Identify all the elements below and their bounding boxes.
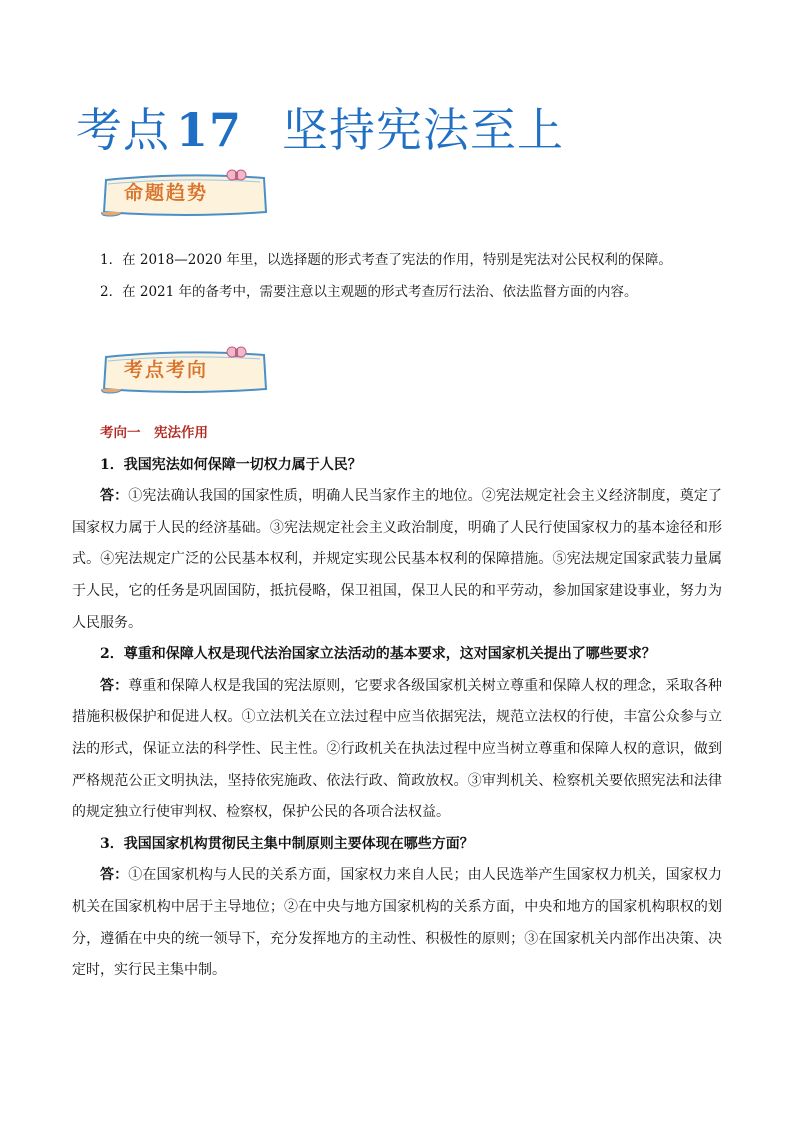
direction-banner-label: 考点考向 <box>124 359 209 381</box>
title-prefix: 考点 <box>76 103 170 157</box>
page-title <box>76 102 564 158</box>
trend-banner-label: 命题趋势 <box>124 182 209 204</box>
answer-text: ①宪法确认我国的国家性质，明确人民当家作主的地位。②宪法规定社会主义经济制度，奠定了国家权力属于人民的经济基础。③宪法规定社会主义政治制度，明确了人民行使国家权力的基本途径和形式。④宪法规定广泛的公民基本权利，并规定实现公民基本权利的保障措施。⑤宪法规定国家武装力量属于人民，它的任务是巩固国防，抵抗侵略，保卫祖国，保卫人民的和平劳动，参加国家建设事业，努力为人民服务。 <box>72 488 722 631</box>
title-main: 坚持宪法至上 <box>282 103 565 157</box>
title-number: 17 <box>176 103 243 157</box>
answer-3 <box>72 860 722 986</box>
answer-lead: 答： <box>100 488 129 505</box>
answer-lead: 答： <box>100 677 129 694</box>
answer-lead: 答： <box>100 867 129 884</box>
direction-subhead: 考向一 宪法作用 <box>100 425 208 441</box>
trend-banner <box>100 168 270 220</box>
question-3: 3．我国国家机构贯彻民主集中制原则主要体现在哪些方面？ <box>100 835 474 852</box>
question-1: 1．我国宪法如何保障一切权力属于人民？ <box>100 456 362 473</box>
answer-1 <box>72 481 722 639</box>
trend-item: 2．在 2021 年的备考中，需要注意以主观题的形式考查厉行法治、依法监督方面的内容。 <box>100 284 638 300</box>
answer-text: 尊重和保障人权是我国的宪法原则，它要求各级国家机关树立尊重和保障人权的理念，采取各种措施积极保护和促进人权。①立法机关在立法过程中应当依据宪法，规范立法权的行使，丰富公众参与立法的形式，保证立法的科学性、民主性。②行政机关在执法过程中应当树立尊重和保障人权的意识，做到严格规范公正文明执法，坚持依宪施政、依法行政、简政放权。③审判机关、检察机关要依照宪法和法律的规定独立行使审判权、检察权，保护公民的各项合法权益。 <box>72 677 722 821</box>
answer-2 <box>72 671 722 829</box>
direction-content <box>72 418 722 987</box>
trend-item: 1．在 2018—2020 年里，以选择题的形式考查了宪法的作用，特别是宪法对公民权利的保障。 <box>100 252 672 268</box>
trend-list <box>100 244 720 308</box>
question-2: 2．尊重和保障人权是现代法治国家立法活动的基本要求，这对国家机关提出了哪些要求？ <box>100 646 656 663</box>
answer-text: ①在国家机构与人民的关系方面，国家权力来自人民；由人民选举产生国家权力机关，国家权力机关在国家机构中居于主导地位；②在中央与地方国家机构的关系方面，中央和地方的国家机构职权的划分，遵循在中央的统一领导下，充分发挥地方的主动性、积极性的原则；③在国家机关内部作出决策、决定时，实行民主集中制。 <box>72 867 722 979</box>
direction-banner <box>100 345 270 397</box>
